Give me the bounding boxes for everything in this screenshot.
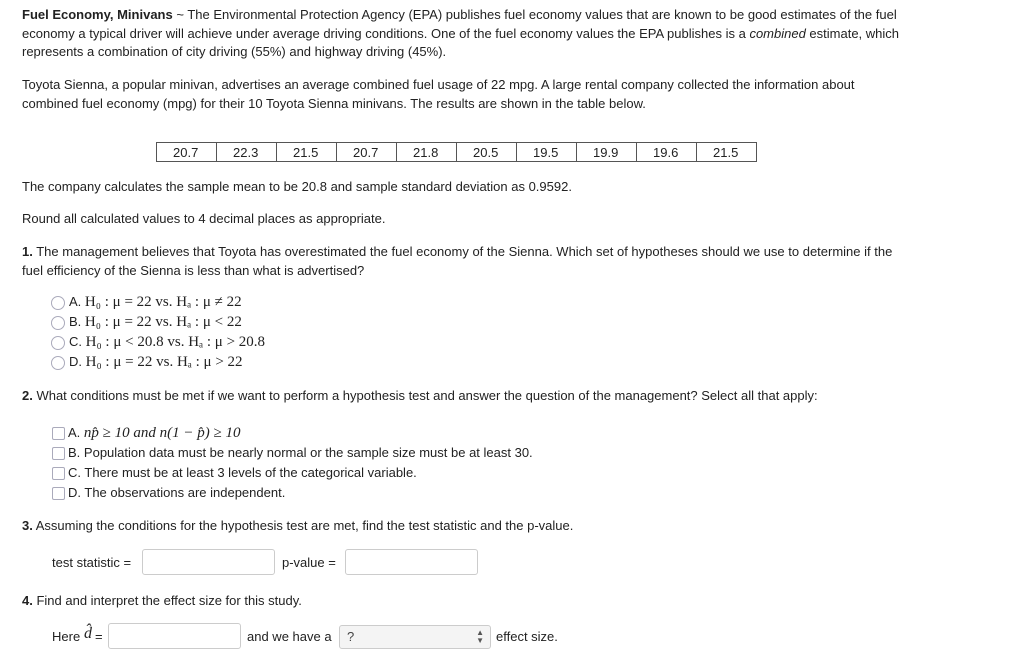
hypothesis-math: H₀ : μ < 20.8 vs. Hₐ : μ > 20.8 [85,334,266,350]
table-cell: 21.5 [276,142,337,162]
q3-number: 3. [22,518,33,533]
checkbox[interactable] [52,447,65,460]
test-statistic-label: test statistic = [52,555,132,570]
table-cell: 21.5 [696,142,757,162]
table-cell: 22.3 [216,142,277,162]
table-cell: 20.7 [156,142,217,162]
condition-math: np̂ ≥ 10 and n(1 − p̂) ≥ 10 [83,425,241,441]
problem-title: Fuel Economy, Minivans [22,7,173,22]
question-1 [22,243,902,280]
select-value: ? [347,629,355,644]
q2-text: What conditions must be met if we want to perform a hypothesis test and answer the question of the management? Select all that apply: [32,388,818,403]
table-cell: 20.7 [336,142,397,162]
mpg-data-table [156,142,757,162]
checkbox[interactable] [52,487,65,500]
checkbox[interactable] [52,467,65,480]
intro-paragraph [22,6,902,62]
question-4 [22,593,302,608]
sample-stats-text: The company calculates the sample mean to be 20.8 and sample standard deviation as 0.9592. [22,179,572,194]
sienna-paragraph: Toyota Sienna, a popular minivan, advertises an average combined fuel usage of 22 mpg. A large rental company collected the information about combined fuel economy (mpg) for their 10 Toyota Sienna minivans. The results are shown in the table below. [22,77,855,111]
table-cell: 19.6 [636,142,697,162]
p-value-input[interactable] [345,549,478,575]
q4-number: 4. [22,593,33,608]
test-statistic-input[interactable] [142,549,275,575]
q2-option-c[interactable]: C. There must be at least 3 levels of the categorical variable. [52,464,417,482]
q2-option-d[interactable]: D. The observations are independent. [52,484,285,502]
q4-text: Find and interpret the effect size for this study. [32,593,302,608]
effect-size-input[interactable] [108,623,241,649]
rounding-instruction: Round all calculated values to 4 decimal places as appropriate. [22,211,386,226]
table-cell: 19.9 [576,142,637,162]
radio-button[interactable] [51,316,65,330]
hypothesis-math: H₀ : μ = 22 vs. Hₐ : μ < 22 [84,314,242,330]
here-label: Here [52,629,81,644]
question-2 [22,388,902,403]
d-hat-symbol: d̂ [84,625,92,642]
intro-text-a: The Environmental Protection Agency (EPA) publishes fuel economy values that are known to be good estimates of the fuel economy a typical driver will achieve under average driving conditions. One of the fuel economy values the EPA publishes is a [22,7,897,41]
checkbox[interactable] [52,427,65,440]
question-3 [22,518,573,533]
equals-sign: = [95,629,103,644]
table-cell: 20.5 [456,142,517,162]
select-arrows-icon: ▲ ▼ [476,628,484,645]
intro-em: combined [749,25,806,41]
hypothesis-math: H₀ : μ = 22 vs. Hₐ : μ ≠ 22 [84,294,242,310]
q3-text: Assuming the conditions for the hypothesis test are met, find the test statistic and the p-value. [32,518,574,533]
q1-option-d[interactable]: D. H₀ : μ = 22 vs. Hₐ : μ > 22 [51,353,243,371]
hypothesis-math: H₀ : μ = 22 vs. Hₐ : μ > 22 [85,354,243,370]
radio-button[interactable] [51,296,65,310]
q1-option-b[interactable]: B. H₀ : μ = 22 vs. Hₐ : μ < 22 [51,313,242,331]
effect-size-select[interactable] [339,625,491,649]
q1-text: The management believes that Toyota has overestimated the fuel economy of the Sienna. Which set of hypotheses should we use to determine if the fuel efficiency of the Sienna is less than what is advertised? [22,244,893,278]
q1-number: 1. [22,244,33,259]
p-value-label: p-value = [282,555,336,570]
q2-number: 2. [22,388,33,403]
intro-text-b: estimate, which represents a combination of city driving (55%) and highway driving (45%). [22,25,900,59]
radio-button[interactable] [51,356,65,370]
q2-option-b[interactable]: B. Population data must be nearly normal or the sample size must be at least 30. [52,444,533,462]
q1-option-a[interactable]: A. H₀ : μ = 22 vs. Hₐ : μ ≠ 22 [51,293,242,311]
table-cell: 21.8 [396,142,457,162]
effect-size-label: effect size. [496,629,558,644]
and-we-have-label: and we have a [247,629,332,644]
q1-option-c[interactable]: C. H₀ : μ < 20.8 vs. Hₐ : μ > 20.8 [51,333,265,351]
radio-button[interactable] [51,336,65,350]
table-cell: 19.5 [516,142,577,162]
title-dash: ~ [172,7,188,22]
q2-option-a[interactable]: A. np̂ ≥ 10 and n(1 − p̂) ≥ 10 [52,424,241,442]
